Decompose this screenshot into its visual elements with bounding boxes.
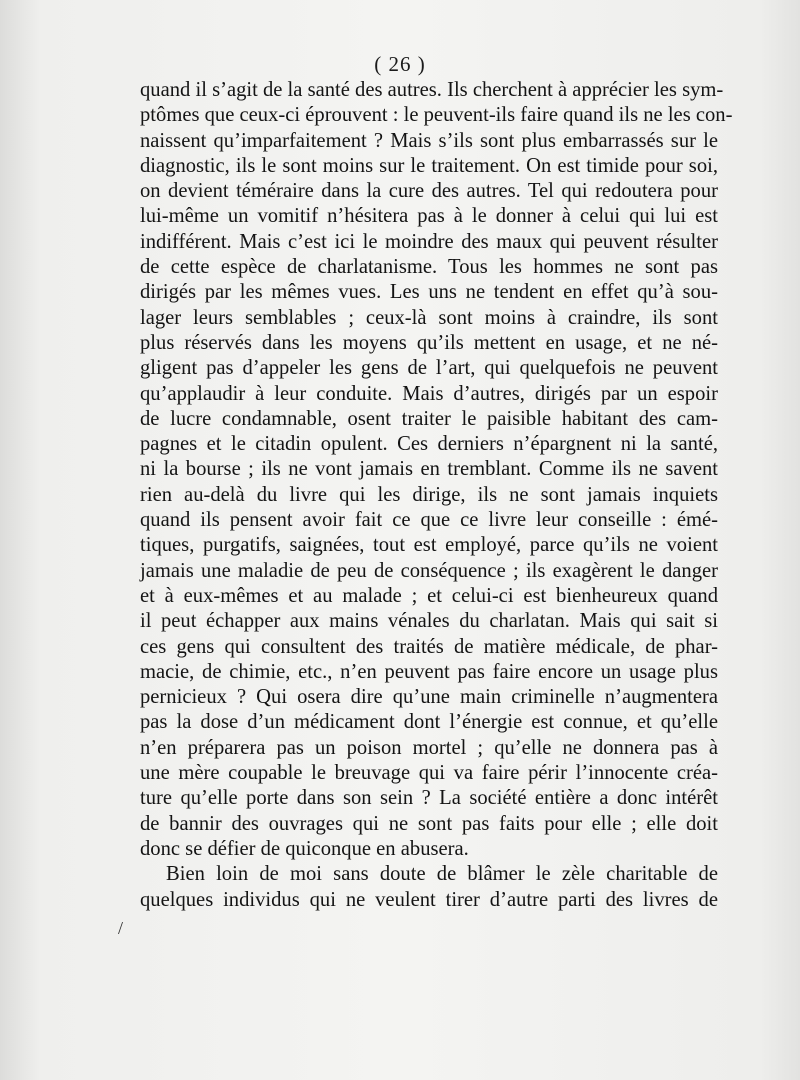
text-line: dirigés par les mêmes vues. Les uns ne tendent en effet qu’à sou- <box>140 281 718 304</box>
text-line: il peut échapper aux mains vénales du charlatan. Mais qui sait si <box>140 610 718 633</box>
text-line: de cette espèce de charlatanisme. Tous les hommes ne sont pas <box>140 256 718 279</box>
text-line: macie, de chimie, etc., n’en peuvent pas faire encore un usage plus <box>140 660 718 683</box>
text-line: jamais une maladie de peu de conséquence ; ils exagèrent le danger <box>140 559 718 582</box>
text-line: ture qu’elle porte dans son sein ? La société entière a donc intérêt <box>140 787 718 810</box>
text-line: donc se défier de quiconque en abusera. <box>140 837 469 860</box>
text-line: plus réservés dans les moyens qu’ils mettent en usage, et ne né- <box>140 331 718 354</box>
text-line: et à eux-mêmes et au malade ; et celui-ci est bienheureux quand <box>140 584 718 607</box>
text-line: on devient téméraire dans la cure des autres. Tel qui redoutera pour <box>140 180 718 203</box>
text-line: diagnostic, ils le sont moins sur le traitement. On est timide pour soi, <box>140 154 718 177</box>
text-line: une mère coupable le breuvage qui va faire périr l’innocente créa- <box>140 762 718 785</box>
text-line: n’en préparera pas un poison mortel ; qu’elle ne donnera pas à <box>140 736 718 759</box>
page-number: ( 26 ) <box>374 52 426 76</box>
text-line: lui-même un vomitif n’hésitera pas à le donner à celui qui lui est <box>140 205 718 228</box>
text-line: qu’applaudir à leur conduite. Mais d’autres, dirigés par un espoir <box>140 382 718 405</box>
text-line: quand ils pensent avoir fait ce que ce livre leur conseille : émé- <box>140 509 718 532</box>
text-line: quand il s’agit de la santé des autres. Ils cherchent à apprécier les sym- <box>140 79 724 101</box>
text-line: quelques individus qui ne veulent tirer d’autre parti des livres de <box>140 888 718 911</box>
text-line-paragraph-start: Bien loin de moi sans doute de blâmer le zèle charitable de <box>166 863 718 886</box>
text-line: naissent qu’imparfaitement ? Mais s’ils sont plus embarrassés sur le <box>140 129 718 152</box>
text-line: indifférent. Mais c’est ici le moindre des maux qui peuvent résulter <box>140 230 718 253</box>
text-line: rien au-delà du livre qui les dirige, ils ne sont jamais inquiets <box>140 483 718 506</box>
margin-stroke: / <box>118 918 124 938</box>
text-line: gligent pas d’appeler les gens de l’art, qui quelquefois ne peuvent <box>140 357 718 380</box>
text-line: pas la dose d’un médicament dont l’énergie est connue, et qu’elle <box>140 711 718 734</box>
text-line: ces gens qui consultent des traités de matière médicale, de phar- <box>140 635 718 658</box>
body-text <box>140 78 733 913</box>
text-line: lager leurs semblables ; ceux-là sont moins à craindre, ils sont <box>140 306 718 329</box>
text-line: ni la bourse ; ils ne vont jamais en tremblant. Comme ils ne savent <box>140 458 718 481</box>
text-line: tiques, purgatifs, saignées, tout est employé, parce qu’ils ne voient <box>140 534 718 557</box>
text-line: de bannir des ouvrages qui ne sont pas faits pour elle ; elle doit <box>140 812 718 835</box>
text-line: de lucre condamnable, osent traiter le paisible habitant des cam- <box>140 407 718 430</box>
text-line: ptômes que ceux-ci éprouvent : le peuvent-ils faire quand ils ne les con- <box>140 104 733 127</box>
text-line: pagnes et le citadin opulent. Ces derniers n’épargnent ni la santé, <box>140 433 718 456</box>
text-line: pernicieux ? Qui osera dire qu’une main criminelle n’augmentera <box>140 686 718 709</box>
